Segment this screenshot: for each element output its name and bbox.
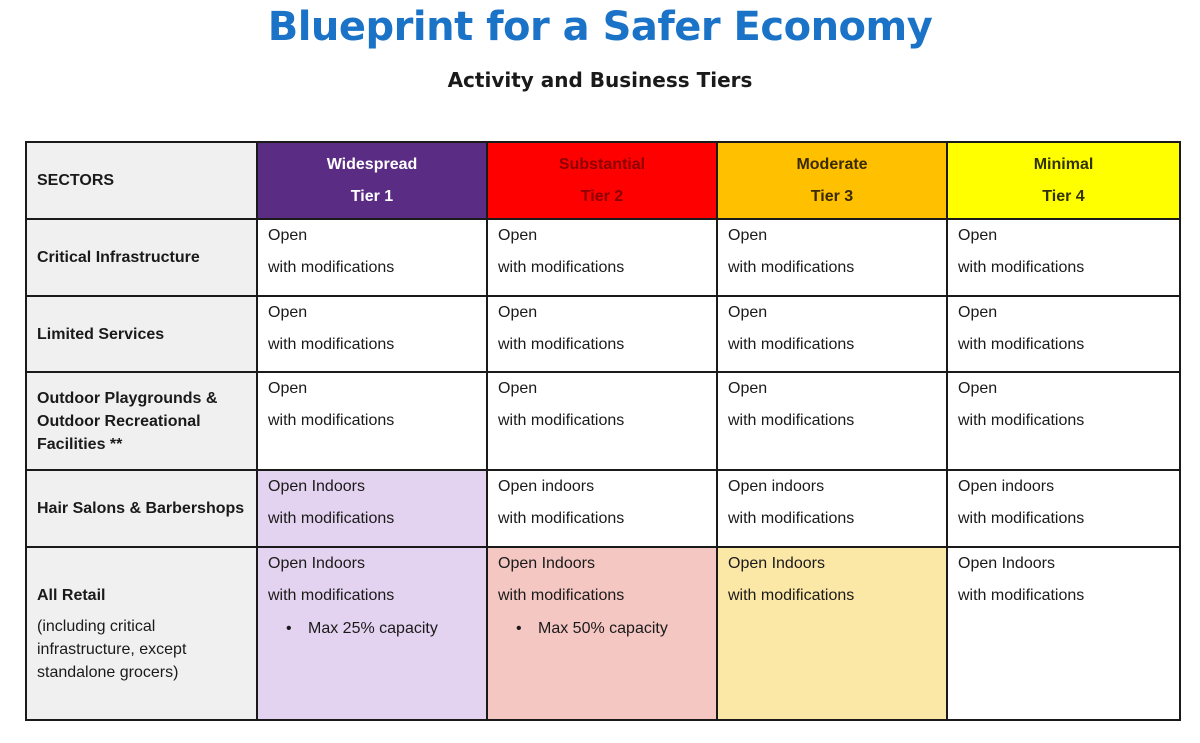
header-tier-3: [717, 142, 947, 219]
tier-cell: [257, 372, 487, 470]
sector-note-line: infrastructure, except: [37, 640, 187, 658]
tier-cell: [487, 296, 717, 372]
status-line: Open: [958, 304, 998, 321]
table-row: [26, 372, 1180, 470]
modifications-line: with modifications: [728, 412, 855, 429]
status-line: Open indoors: [958, 478, 1055, 495]
tier-cell: [947, 547, 1180, 720]
tier-cell: [717, 219, 947, 296]
status-line: Open: [728, 380, 768, 397]
tier-cell: [717, 296, 947, 372]
status-line: Open: [498, 227, 538, 244]
header-tier-2: [487, 142, 717, 219]
status-line: Open: [268, 227, 308, 244]
tier-cell: [487, 372, 717, 470]
sector-cell: Hair Salons & Barbershops: [26, 470, 257, 547]
status-line: Open Indoors: [498, 555, 595, 572]
status-line: Open: [268, 380, 308, 397]
tier-cell: [947, 470, 1180, 547]
header-sectors: SECTORS: [26, 142, 257, 219]
capacity-list: [498, 612, 706, 646]
sector-label-line: All Retail: [37, 586, 106, 604]
modifications-line: with modifications: [728, 336, 855, 353]
header-row: [26, 142, 1180, 219]
tier-cell: [487, 547, 717, 720]
sector-label-line: Outdoor Recreational: [37, 412, 201, 430]
tier-name: Substantial: [558, 155, 646, 173]
tier-cell: [487, 470, 717, 547]
tier-cell: [487, 219, 717, 296]
modifications-line: with modifications: [958, 587, 1085, 604]
tier-label: Tier 4: [1042, 187, 1085, 205]
modifications-line: with modifications: [498, 412, 625, 429]
modifications-line: with modifications: [958, 412, 1085, 429]
capacity-list: [268, 612, 476, 646]
modifications-line: with modifications: [728, 510, 855, 527]
tier-cell: [717, 470, 947, 547]
table-row: [26, 296, 1180, 372]
tier-name: Minimal: [1033, 155, 1094, 173]
status-line: Open Indoors: [268, 478, 365, 495]
sector-cell: [26, 547, 257, 720]
modifications-line: with modifications: [958, 510, 1085, 527]
tier-cell: [947, 219, 1180, 296]
header-tier-4: [947, 142, 1180, 219]
tier-cell: [257, 296, 487, 372]
modifications-line: with modifications: [498, 259, 625, 276]
capacity-bullet: • Max 50% capacity: [518, 612, 706, 646]
modifications-line: with modifications: [498, 510, 625, 527]
status-line: Open Indoors: [958, 555, 1055, 572]
sector-note-line: (including critical: [37, 617, 156, 635]
sector-label-line: Outdoor Playgrounds &: [37, 389, 218, 407]
status-line: Open: [728, 304, 768, 321]
sector-cell: Limited Services: [26, 296, 257, 372]
status-line: Open: [958, 227, 998, 244]
tier-cell: [947, 296, 1180, 372]
tier-label: Tier 1: [350, 187, 394, 205]
tier-cell: [717, 372, 947, 470]
tier-cell: [257, 470, 487, 547]
modifications-line: with modifications: [268, 336, 395, 353]
modifications-line: with modifications: [268, 259, 395, 276]
sector-cell: Critical Infrastructure: [26, 219, 257, 296]
modifications-line: with modifications: [728, 259, 855, 276]
tier-cell: [257, 219, 487, 296]
sector-cell: [26, 372, 257, 470]
capacity-bullet: • Max 25% capacity: [288, 612, 476, 646]
table-row: [26, 470, 1180, 547]
tier-name: Moderate: [796, 155, 868, 173]
modifications-line: with modifications: [268, 412, 395, 429]
table-row: [26, 547, 1180, 720]
status-line: Open: [268, 304, 308, 321]
tier-cell: [257, 547, 487, 720]
status-line: Open: [728, 227, 768, 244]
status-line: Open Indoors: [728, 555, 825, 572]
modifications-line: with modifications: [268, 587, 395, 604]
sector-note-line: standalone grocers): [37, 663, 179, 681]
header-tier-1: [257, 142, 487, 219]
table-row: [26, 219, 1180, 296]
modifications-line: with modifications: [498, 336, 625, 353]
modifications-line: with modifications: [498, 587, 625, 604]
status-line: Open Indoors: [268, 555, 365, 572]
tiers-table: [25, 141, 1181, 721]
tier-cell: [947, 372, 1180, 470]
status-line: Open: [498, 380, 538, 397]
modifications-line: with modifications: [268, 510, 395, 527]
status-line: Open: [498, 304, 538, 321]
modifications-line: with modifications: [958, 259, 1085, 276]
tier-name: Widespread: [326, 155, 418, 173]
status-line: Open indoors: [498, 478, 595, 495]
modifications-line: with modifications: [728, 587, 855, 604]
modifications-line: with modifications: [958, 336, 1085, 353]
status-line: Open: [958, 380, 998, 397]
page-title: Blueprint for a Safer Economy: [267, 4, 933, 50]
sector-note: [37, 615, 246, 684]
sector-label-line: Facilities **: [37, 435, 123, 453]
status-line: Open indoors: [728, 478, 825, 495]
tier-cell: [717, 547, 947, 720]
page-subtitle: Activity and Business Tiers: [447, 68, 753, 92]
tier-label: Tier 3: [810, 187, 854, 205]
tier-label: Tier 2: [580, 187, 624, 205]
